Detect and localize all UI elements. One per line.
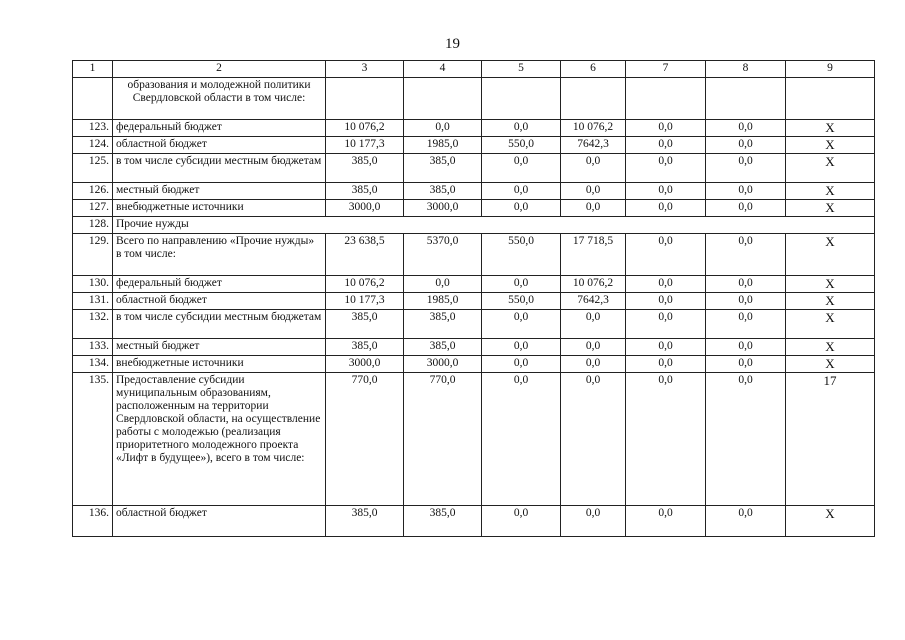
cell-v5: 0,0 <box>482 506 561 537</box>
cell-v7: 0,0 <box>626 154 706 183</box>
row-number: 134. <box>73 356 113 373</box>
cell-v6: 0,0 <box>561 200 626 217</box>
cell-v5: 550,0 <box>482 137 561 154</box>
cell-v4: 3000,0 <box>404 356 482 373</box>
cell-v5: 0,0 <box>482 339 561 356</box>
row-number: 131. <box>73 293 113 310</box>
cell-v6: 17 718,5 <box>561 234 626 276</box>
table-row <box>73 293 875 310</box>
budget-table <box>72 60 875 537</box>
table-body <box>73 78 875 537</box>
cell-v4: 1985,0 <box>404 293 482 310</box>
cell-v7: 0,0 <box>626 183 706 200</box>
row-number: 132. <box>73 310 113 339</box>
header-row <box>73 61 875 78</box>
cell-v9: X <box>786 154 875 183</box>
cell-v7: 0,0 <box>626 200 706 217</box>
cell-v9: X <box>786 276 875 293</box>
cell-v4: 770,0 <box>404 373 482 506</box>
cell-v7: 0,0 <box>626 339 706 356</box>
cell-v7: 0,0 <box>626 373 706 506</box>
row-name: областной бюджет <box>113 506 326 537</box>
table-row <box>73 78 875 120</box>
table-row <box>73 356 875 373</box>
row-number: 124. <box>73 137 113 154</box>
cell-v7: 0,0 <box>626 310 706 339</box>
table-row <box>73 506 875 537</box>
cell-v9: X <box>786 310 875 339</box>
cell-v7: 0,0 <box>626 293 706 310</box>
cell-v8: 0,0 <box>706 137 786 154</box>
row-number: 125. <box>73 154 113 183</box>
cell-v3: 10 076,2 <box>326 276 404 293</box>
row-number: 128. <box>73 217 113 234</box>
row-name: областной бюджет <box>113 293 326 310</box>
cell-v9: X <box>786 356 875 373</box>
row-name: Всего по направлению «Прочие нужды» в том числе: <box>113 234 326 276</box>
table-row <box>73 217 875 234</box>
cell-v8: 0,0 <box>706 356 786 373</box>
cell-v3: 385,0 <box>326 506 404 537</box>
cell-v3: 3000,0 <box>326 200 404 217</box>
cell-v6: 10 076,2 <box>561 276 626 293</box>
cell-v8: 0,0 <box>706 120 786 137</box>
cell-v8: 0,0 <box>706 154 786 183</box>
cell-v8: 0,0 <box>706 276 786 293</box>
cell-v6: 0,0 <box>561 356 626 373</box>
row-name: федеральный бюджет <box>113 120 326 137</box>
row-number: 129. <box>73 234 113 276</box>
cell-v7: 0,0 <box>626 120 706 137</box>
cell-v4: 385,0 <box>404 310 482 339</box>
cell-v5: 0,0 <box>482 373 561 506</box>
cell-v6: 0,0 <box>561 339 626 356</box>
cell-v9: X <box>786 137 875 154</box>
column-header-9: 9 <box>786 61 875 78</box>
cell-v6: 7642,3 <box>561 137 626 154</box>
column-header-2: 2 <box>113 61 326 78</box>
cell-v8: 0,0 <box>706 200 786 217</box>
cell-v3: 10 177,3 <box>326 293 404 310</box>
cell-v4: 385,0 <box>404 506 482 537</box>
cell-v5: 0,0 <box>482 276 561 293</box>
table-row <box>73 183 875 200</box>
cell-v5: 550,0 <box>482 293 561 310</box>
cell-v6: 0,0 <box>561 373 626 506</box>
row-name: внебюджетные источники <box>113 200 326 217</box>
row-name: внебюджетные источники <box>113 356 326 373</box>
cell-v6: 10 076,2 <box>561 120 626 137</box>
row-name: областной бюджет <box>113 137 326 154</box>
cell-v3 <box>326 78 404 120</box>
cell-v3: 10 177,3 <box>326 137 404 154</box>
table-row <box>73 120 875 137</box>
cell-v9: X <box>786 200 875 217</box>
cell-v4: 0,0 <box>404 120 482 137</box>
cell-v3: 385,0 <box>326 310 404 339</box>
cell-v4: 3000,0 <box>404 200 482 217</box>
column-header-5: 5 <box>482 61 561 78</box>
cell-v5: 0,0 <box>482 120 561 137</box>
table-row <box>73 276 875 293</box>
cell-v8: 0,0 <box>706 373 786 506</box>
row-number: 130. <box>73 276 113 293</box>
table-row <box>73 373 875 506</box>
row-number: 136. <box>73 506 113 537</box>
cell-v9: X <box>786 183 875 200</box>
column-header-1: 1 <box>73 61 113 78</box>
table-row <box>73 154 875 183</box>
cell-v9: X <box>786 234 875 276</box>
cell-v4: 385,0 <box>404 183 482 200</box>
table-row <box>73 339 875 356</box>
cell-v3: 385,0 <box>326 183 404 200</box>
table-row <box>73 310 875 339</box>
cell-v3: 770,0 <box>326 373 404 506</box>
cell-v8: 0,0 <box>706 234 786 276</box>
cell-v8: 0,0 <box>706 183 786 200</box>
table-row <box>73 200 875 217</box>
table-row <box>73 234 875 276</box>
cell-v3: 10 076,2 <box>326 120 404 137</box>
cell-v5: 0,0 <box>482 154 561 183</box>
cell-v5 <box>482 78 561 120</box>
cell-v3: 23 638,5 <box>326 234 404 276</box>
row-name: в том числе субсидии местным бюджетам <box>113 154 326 183</box>
cell-v9: X <box>786 120 875 137</box>
row-number <box>73 78 113 120</box>
column-header-7: 7 <box>626 61 706 78</box>
cell-v3: 385,0 <box>326 154 404 183</box>
column-header-6: 6 <box>561 61 626 78</box>
cell-v3: 385,0 <box>326 339 404 356</box>
row-number: 135. <box>73 373 113 506</box>
row-name: местный бюджет <box>113 183 326 200</box>
cell-v8: 0,0 <box>706 506 786 537</box>
cell-v5: 0,0 <box>482 356 561 373</box>
row-name: образования и молодежной политики Свердловской области в том числе: <box>113 78 326 120</box>
cell-v5: 0,0 <box>482 183 561 200</box>
row-number: 126. <box>73 183 113 200</box>
page-number: 19 <box>445 36 460 52</box>
cell-v6 <box>561 78 626 120</box>
cell-v8: 0,0 <box>706 293 786 310</box>
cell-v5: 0,0 <box>482 200 561 217</box>
cell-v9: X <box>786 293 875 310</box>
table-row <box>73 137 875 154</box>
cell-v8 <box>706 78 786 120</box>
cell-v4: 1985,0 <box>404 137 482 154</box>
cell-v4: 385,0 <box>404 339 482 356</box>
row-number: 127. <box>73 200 113 217</box>
cell-v4 <box>404 78 482 120</box>
cell-v8: 0,0 <box>706 339 786 356</box>
cell-v6: 0,0 <box>561 183 626 200</box>
row-number: 133. <box>73 339 113 356</box>
cell-v9 <box>786 78 875 120</box>
cell-v7: 0,0 <box>626 137 706 154</box>
cell-v6: 7642,3 <box>561 293 626 310</box>
column-header-8: 8 <box>706 61 786 78</box>
cell-v8: 0,0 <box>706 310 786 339</box>
cell-v4: 385,0 <box>404 154 482 183</box>
column-header-4: 4 <box>404 61 482 78</box>
cell-v6: 0,0 <box>561 506 626 537</box>
row-name: местный бюджет <box>113 339 326 356</box>
cell-v5: 550,0 <box>482 234 561 276</box>
section-title: Прочие нужды <box>113 217 875 234</box>
cell-v7: 0,0 <box>626 234 706 276</box>
cell-v4: 0,0 <box>404 276 482 293</box>
cell-v7 <box>626 78 706 120</box>
cell-v9: 17 <box>786 373 875 506</box>
cell-v6: 0,0 <box>561 310 626 339</box>
cell-v7: 0,0 <box>626 276 706 293</box>
cell-v5: 0,0 <box>482 310 561 339</box>
cell-v4: 5370,0 <box>404 234 482 276</box>
cell-v6: 0,0 <box>561 154 626 183</box>
row-name: Предоставление субсидии муниципальным образованиям, расположенным на территории Свердловской области, на осуществление работы с молодежью (реализация приоритетного молодежного проекта «Лифт в будущее»), всего в том числе: <box>113 373 326 506</box>
cell-v9: X <box>786 339 875 356</box>
cell-v7: 0,0 <box>626 356 706 373</box>
row-name: в том числе субсидии местным бюджетам <box>113 310 326 339</box>
cell-v3: 3000,0 <box>326 356 404 373</box>
cell-v9: X <box>786 506 875 537</box>
cell-v7: 0,0 <box>626 506 706 537</box>
column-header-3: 3 <box>326 61 404 78</box>
row-name: федеральный бюджет <box>113 276 326 293</box>
row-number: 123. <box>73 120 113 137</box>
